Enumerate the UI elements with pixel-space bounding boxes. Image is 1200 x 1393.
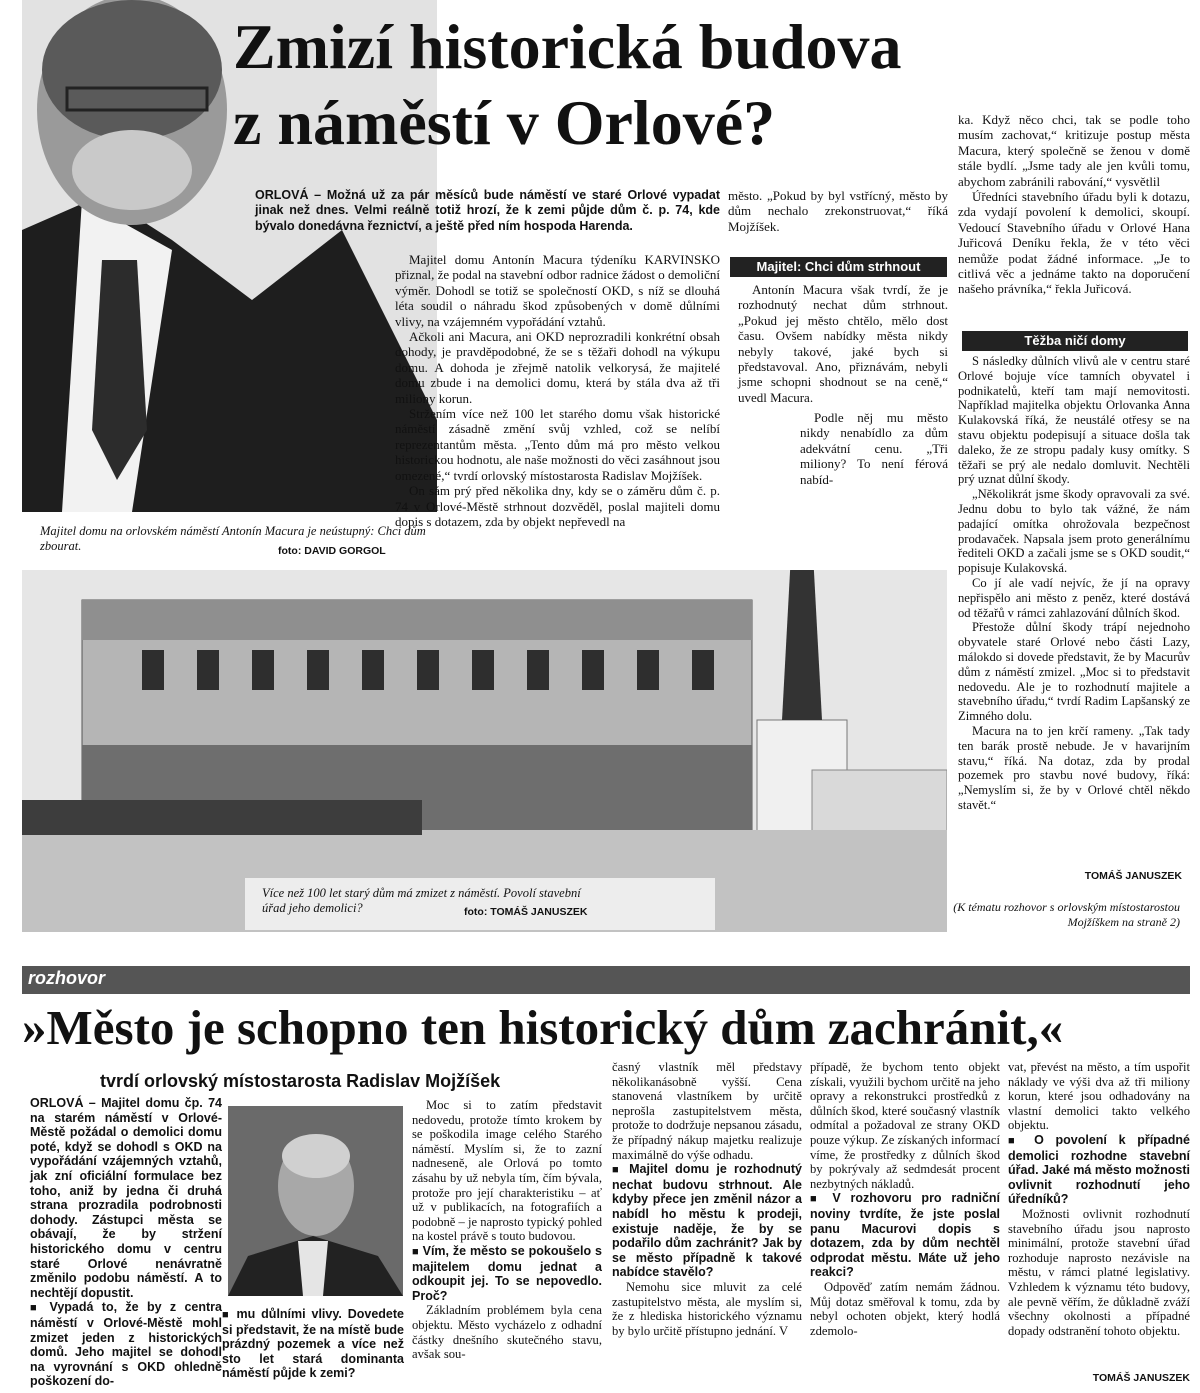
article1-column-1 <box>395 252 720 529</box>
interview-answer-cont: vat, převést na město, a tím uspořit náklady ve výši dva až tři miliony korun, které jsou odhadovány na vlastní demolici takto velkého objektu. <box>1008 1060 1190 1133</box>
interview-question: ■ Vypadá to, že by z centra náměstí v Orlové-Městě mohl zmizet jeden z historických domů. Jeho majitel se dohodl na vyrovnání s OKD ohledně poškození do- <box>30 1300 222 1389</box>
portrait-credit: foto: DAVID GORGOL <box>278 545 386 557</box>
paragraph: Antonín Macura však tvrdí, že je rozhodnutý nechat dům strhnout. „Pokud jej město chtělo, mělo dost času. Ovšem nabídky města nikdy nebyly takové, jaké bych si představoval. Ano, přiznávám, nebyli jsme schopni shodnout se na ceně,“ uvedl Macura. <box>738 282 948 405</box>
interview-byline: TOMÁŠ JANUSZEK <box>1092 1372 1190 1384</box>
interview-column-3 <box>412 1098 602 1362</box>
interview-answer: Odpověď zatím nemám žádnou. Můj dotaz směřoval k tomu, zda by nebyl ochoten objekt, který hodlá zdemolo- <box>810 1279 1000 1338</box>
portrait-photo-mojzisek <box>228 1106 403 1296</box>
article1-column-2-bottom <box>800 410 948 487</box>
interview-answer: Možnosti ovlivnit rozhodnutí stavebního úřadu jsou naprosto minimální, protože stavební úřad rozhoduje naprosto nezávisle na městu, v rámci platné legislativy. Vzhledem k významu této budovy, ale pevně věřím, že důkladně zváží všechny okolnosti a případné dopady odstranění tohoto objektu. <box>1008 1206 1190 1338</box>
interview-question: ■ Vím, že město se pokoušelo s majitelem domu jednat a odkoupit jej. To se nepovedlo. Proč? <box>412 1244 602 1303</box>
article1-byline: TOMÁŠ JANUSZEK <box>1084 870 1182 882</box>
paragraph: On sám prý před několika dny, kdy se o záměru dům č. p. 74 v Orlové-Městě strhnout dozvěděl, poslal majiteli domu dopis s dotazem, zda by objekt nepřevedl na <box>395 483 720 529</box>
paragraph: ka. Když něco chci, tak se podle toho musím zachovat,“ kritizuje postup města Macura, který společně se ženou v domě stále bydlí. „Jsme tady ale jen kvůli tomu, abychom zabránili rabování,“ vysvětlil <box>958 112 1190 189</box>
paragraph: Úředníci stavebního úřadu byli k dotazu, zda vydají povolení k demolici, skoupí. Vedoucí Stavebního úřadu v Orlové Hana Juřicová Deníku řekla, že v této věci nemůže podat žádné informace. „Je to citlivá věc a jednáme takto na doporučení našeho právníka,“ řekla Juřicová. <box>958 189 1190 297</box>
paragraph: Majitel domu Antonín Macura týdeníku KARVINSKO přiznal, že podal na stavební odbor radnice žádost o demoliční výměr. Dohodl se totiž se společností OKD, s níž se dlouhá léta soudil o náhradu škod způsobených v domě důlními vlivy, na vzájemném vypořádání vztahů. <box>395 252 720 329</box>
building-caption-text: Více než 100 let starý dům má zmizet z náměstí. Povolí stavební úřad jeho demolici? <box>262 886 581 915</box>
interview-answer: Základním problémem byla cena objektu. Město vycházelo z odhadní částky dnešního skutečného stavu, avšak sou- <box>412 1303 602 1362</box>
paragraph: Co jí ale vadí nejvíc, že jí na opravy nepřispělo ani město z peněz, které dostává od těžařů v rámci zahlazování důlních škod. <box>958 575 1190 620</box>
subhead-mining: Těžba ničí domy <box>962 331 1188 351</box>
headline-line2: z náměstí v Orlové? <box>233 87 776 158</box>
interview-column-4 <box>612 1060 802 1338</box>
portrait-caption-text: Majitel domu na orlovském náměstí Antonín Macura je neústupný: Chci dům zbourat. <box>40 524 426 553</box>
section-bar <box>22 966 1190 994</box>
interview-column-1 <box>30 1096 222 1389</box>
interview-question: ■ V rozhovoru pro radniční noviny tvrdíte, že jste poslal panu Macurovi dopis s dotazem, zda by dům nechtěl odprodat městu. Máte už jeho reakci? <box>810 1191 1000 1280</box>
interview-question: ■ O povolení k případné demolici rozhodne stavební úřad. Jaké má město možnosti ovlivnit rozhodnutí jeho úředníků? <box>1008 1133 1190 1207</box>
subhead-owner: Majitel: Chci dům strhnout <box>730 257 947 277</box>
building-credit: foto: TOMÁŠ JANUSZEK <box>464 906 588 918</box>
section-label: rozhovor <box>28 968 106 988</box>
interview-column-5 <box>810 1060 1000 1338</box>
paragraph: Stržením více než 100 let starého domu však historické náměstí zásadně změní svůj vzhled, což se nelíbí reprezentantům města. „Tento dům má pro město velkou historickou hodnotu, ale naše možnosti do věci zasáhnout jsou omezené,“ tvrdí orlovský místostarosta Radislav Mojžíšek. <box>395 406 720 483</box>
paragraph: Podle něj mu město nikdy nenabídlo za dům adekvátní cenu. „Tři miliony? To není férová nabíd- <box>800 410 948 487</box>
paragraph: S následky důlních vlivů ale v centru staré Orlové bojuje více tamních obyvatel i podnikatelů, kteří tam mají nemovitosti. Například majitelka objektu Orlovanka Anna Kulakovská říká, že neustálé otřesy se na stavu objektu podepisují a situace došla tak daleko, že ze stropu padaly kusy omítky. S těžaři se prý ale nedalo domluvit. Nechtěli prý uznat důlní škody. <box>958 354 1190 487</box>
paragraph: město. „Pokud by byl vstřícný, město by dům nechalo zrekonstruovat,“ říká Mojžíšek. <box>728 188 948 234</box>
headline-line1: Zmizí historická budova <box>233 11 902 82</box>
mojzisek-illustration <box>228 1106 403 1296</box>
interview-answer-cont: případě, že bychom tento objekt získali, využili bychom určitě na jeho opravy a rekonstrukci prostředků z důlních škod, které současný vlastník odmítal a požadoval ze strany OKD pouze výkup. Ze získaných informací víme, že prostředky z důlních škod by pokrývaly až sedmdesát procent nezbytných nákladů. <box>810 1060 1000 1191</box>
article1-column-3-b <box>958 354 1190 813</box>
article1-column-3 <box>958 112 1190 297</box>
interview-question: ■ Majitel domu je rozhodnutý nechat budovu strhnout. Ale kdyby přece jen změnil názor a nabídl ho městu k prodeji, existuje naděje, že by se podařilo dům zachránit? Jak by se město případně k takové nabídce stavělo? <box>612 1162 802 1280</box>
paragraph: Přestože důlní škody trápí nejednoho obyvatele staré Orlové nebo části Lazy, málokdo si dovede představit, že by Macurův dům z náměstí zmizel. „Moc si to představit nedovedu. Ale je to rozhodnutí majitele a stavebního úřadu,“ tvrdí Radim Lapšanský ze Zimného dolu. <box>958 620 1190 724</box>
interview-question-cont: ■ mu důlními vlivy. Dovedete si představit, že na místě bude prázdný pozemek a více než sto let stará dominanta náměstí půjde k zemi? <box>222 1307 404 1381</box>
interview-subheadline: tvrdí orlovský místostarosta Radislav Mojžíšek <box>100 1071 501 1091</box>
paragraph: „Několikrát jsme škody opravovali za své. Jednu dobu to bylo tak vážné, že nám padající omítka ohrožovala bezpečnost prodavaček. Napsala jsem proto generálnímu řediteli OKD a začali jsme se s OKD soudit,“ popisuje Kulakovská. <box>958 487 1190 576</box>
interview-column-2 <box>222 1307 404 1381</box>
interview-answer-cont: časný vlastník měl představy několikanásobně vyšší. Cena stanovená vlastníkem by určitě neprošla zastupitelstvem města, protože to dodržuje nepsanou zásadu, že případný nákup majetku realizuje maximálně do výše odhadu. <box>612 1060 802 1162</box>
article1-lead <box>255 188 720 234</box>
crossref-note: (K tématu rozhovor s orlovským místostarostou Mojžíškem na straně 2) <box>953 900 1180 929</box>
interview-column-6 <box>1008 1060 1190 1338</box>
paragraph: Macura na to jen krčí rameny. „Tak tady ten barák prostě nebude. Je v havarijním stavu,“ říká. Na dotaz, zda by prodal pozemek pro stavbu nové budovy, říká: „Nemyslím si, že by v Orlové chtěl někdo stavět.“ <box>958 723 1190 812</box>
interview-lead: ORLOVÁ – Majitel domu čp. 74 na starém náměstí v Orlové-Městě požádal o demolici domu poté, když se dohodl s OKD na vypořádání vzájemných vztahů, jak zní oficiální formulace bez toho, aniž by jedna či druhá strana prozradila podrobnosti dohody. Zástupci města se obávají, že by stržení historického domu v centru staré Orlové nenávratně změnilo podobu náměstí. A to nechtějí dopustit. <box>30 1096 222 1300</box>
article1-lead-text: ORLOVÁ – Možná už za pár měsíců bude náměstí ve staré Orlové vypadat jinak než dnes. Velmi reálně totiž hrozí, že k zemi půjde dům č. p. 74, kde bývalo donedávna řeznictví, a ještě před ním hospoda Harenda. <box>255 188 720 233</box>
interview-headline: »Město je schopno ten historický dům zachránit,« <box>22 1000 1064 1055</box>
interview-answer: Moc si to zatím představit nedovedu, protože tímto krokem by se poškodila image celého Starého náměstí. Myslím si, že to zazní nadneseně, ale Orlová po tomto zásahu by už nebyla tím, čím bývala, protože pro její charakteristiku – ať už v publikacích, na fotografiích a podobně – je naprosto typický pohled na kostel právě s touto budovou. <box>412 1098 602 1244</box>
article1-column-2 <box>738 282 948 405</box>
interview-answer: Nemohu sice mluvit za celé zastupitelstvo města, ale myslím si, že z hlediska historického významu by bylo určitě přístupno jednání. V <box>612 1279 802 1338</box>
paragraph: Ačkoli ani Macura, ani OKD neprozradili konkrétní obsah dohody, je pravděpodobné, že se s těžaři dohodl na výkupu domu. A dohoda je zřejmě natolik velkorysá, že majitelé domu zbude i na demolici domu, která by stála dva až tři miliony korun. <box>395 329 720 406</box>
article1-column-2-top <box>728 188 948 234</box>
